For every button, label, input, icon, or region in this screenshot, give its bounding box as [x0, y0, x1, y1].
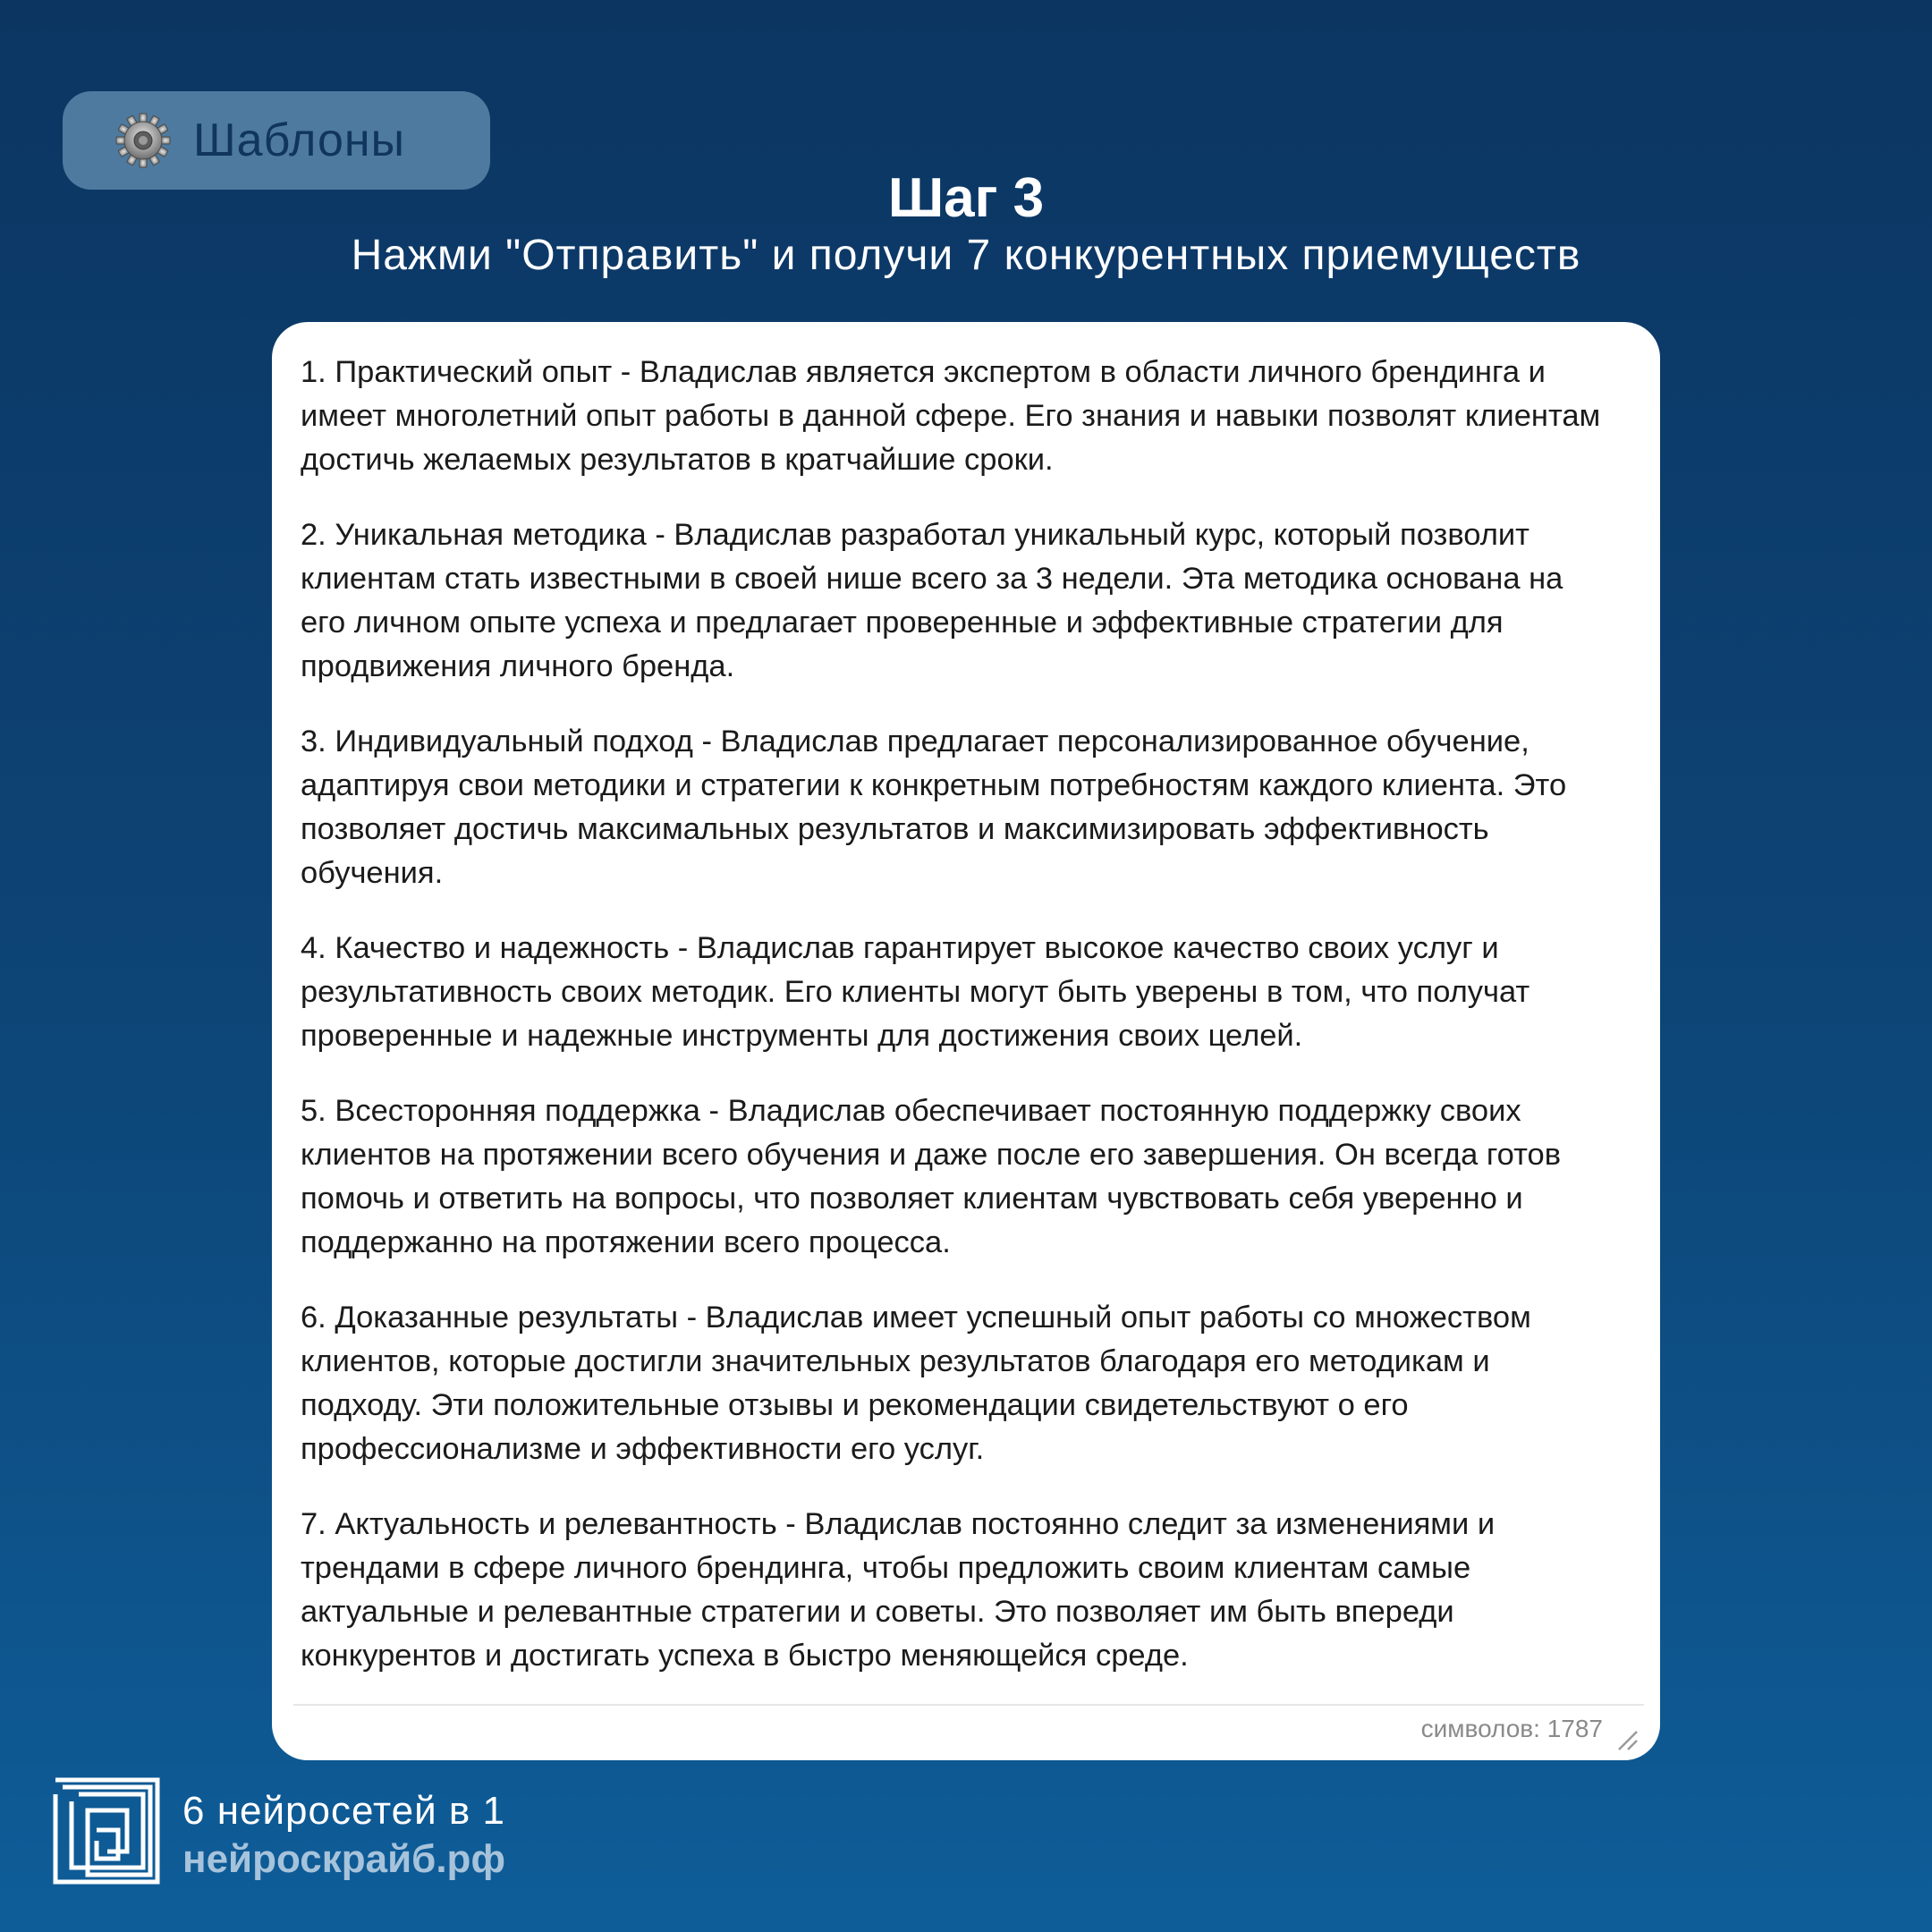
brand-logo-icon	[52, 1775, 163, 1885]
templates-button-label: Шаблоны	[193, 114, 405, 166]
result-paragraph: 7. Актуальность и релевантность - Владислав постоянно следит за изменениями и трендами в сфере личного брендинга, чтобы предложить своим клиентам самые актуальные и релевантные стратегии и советы. Это позволяет им быть впереди конкурентов и достигать успеха в быстро меняющейся среде.	[301, 1507, 1496, 1673]
step-title: Шаг 3	[887, 167, 1045, 229]
step-subtitle: Нажми "Отправить" и получи 7 конкурентных приемуществ	[351, 232, 1581, 279]
result-paragraph: 6. Доказанные результаты - Владислав имеет успешный опыт работы со множеством клиентов, которые достигли значительных результатов благодаря его методикам и подходу. Эти положительные отзывы и рекомендации свидетельствуют о его профессионализме и эффективности его услуг.	[301, 1301, 1531, 1466]
brand-tagline: 6 нейросетей в 1	[182, 1789, 505, 1833]
result-paragraph: 5. Всесторонняя поддержка - Владислав обеспечивает постоянную поддержку своих клиентов на протяжении всего обучения и даже после его завершения. Он всегда готов помочь и ответить на вопросы, что позволяет клиентам чувствовать себя уверенно и поддержанно на протяжении всего процесса.	[301, 1094, 1562, 1259]
result-paragraph: 3. Индивидуальный подход - Владислав предлагает персонализированное обучение, адаптируя свои методики и стратегии к конкретным потребностям каждого клиента. Это позволяет достичь максимальных результатов и максимизировать эффективность обучения.	[301, 724, 1567, 890]
result-paragraph: 4. Качество и надежность - Владислав гарантирует высокое качество своих услуг и результативность своих методик. Его клиенты могут быть уверены в том, что получат проверенные и надежные инструменты для достижения своих целей.	[301, 931, 1530, 1053]
brand-site-link[interactable]: нейроскрайб.рф	[182, 1837, 505, 1881]
result-paragraph: 1. Практический опыт - Владислав является экспертом в области личного брендинга и имеет многолетний опыт работы в данной сфере. Его знания и навыки позволят клиентам достичь желаемых результатов в кратчайшие сроки.	[301, 355, 1601, 477]
card-divider	[293, 1704, 1644, 1706]
result-card	[272, 322, 1660, 1760]
resize-handle-icon[interactable]	[1615, 1728, 1639, 1751]
gear-icon	[114, 112, 172, 169]
result-textarea[interactable]	[301, 351, 1615, 1709]
char-counter: символов: 1787	[1420, 1715, 1603, 1742]
result-paragraph: 2. Уникальная методика - Владислав разработал уникальный курс, который позволит клиентам стать известными в своей нише всего за 3 недели. Эта методика основана на его личном опыте успеха и предлагает проверенные и эффективные стратегии для продвижения личного бренда.	[301, 518, 1563, 683]
